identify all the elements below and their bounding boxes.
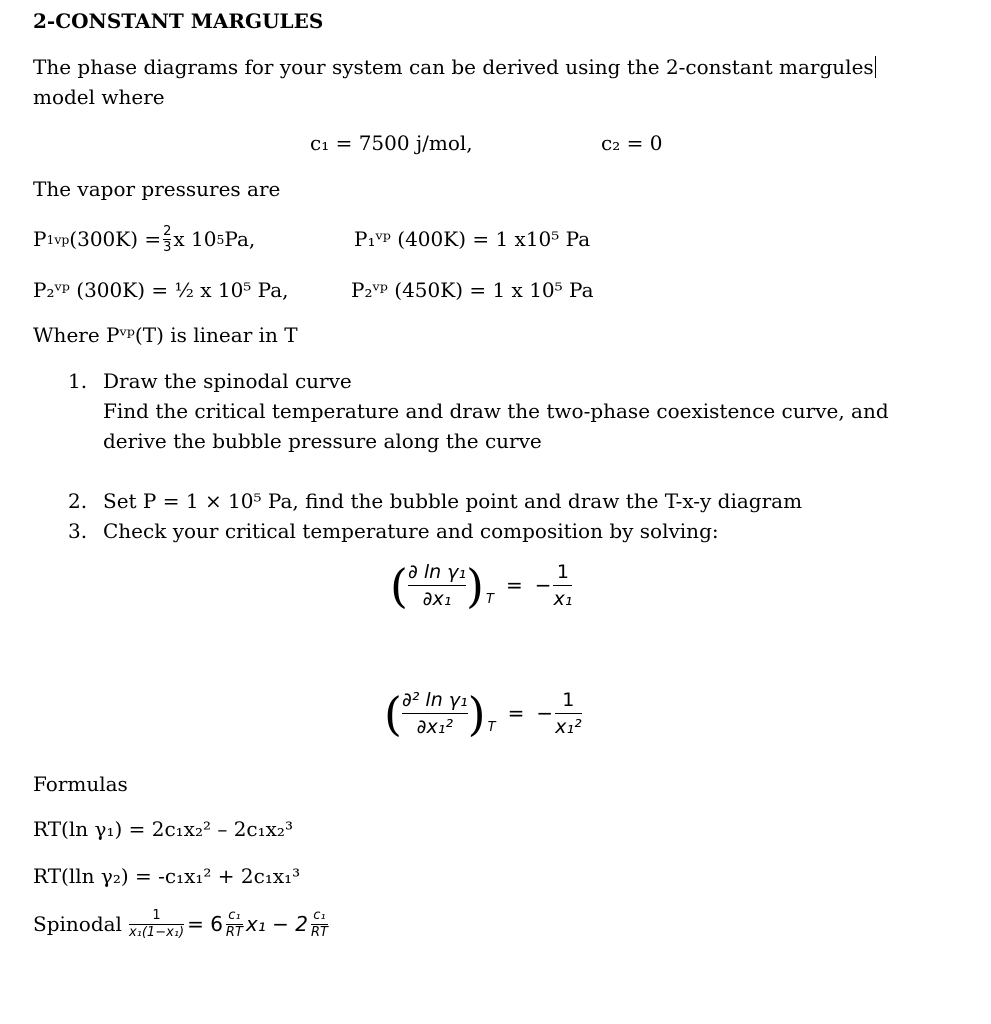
linear-note: Where Pᵛᵖ(T) is linear in T xyxy=(33,323,298,347)
vapor-p2-450: P₂ᵛᵖ (450K) = 1 x 10⁵ Pa xyxy=(351,278,594,302)
task-2-number: 2. xyxy=(68,489,88,513)
spinodal-lhs-fraction xyxy=(129,909,184,940)
constant-c2: c₂ = 0 xyxy=(601,131,663,155)
eq1-numerator: ∂ ln γ₁ xyxy=(407,561,467,583)
eq2-lhs-fraction xyxy=(402,689,468,738)
task-3-line-1: Check your critical temperature and composition by solving: xyxy=(103,519,719,543)
eq2-left-paren: ( xyxy=(384,686,402,741)
eq2-rhs-sign: − xyxy=(536,701,554,725)
eq1-rhs-fraction xyxy=(553,561,572,610)
eq1-rhs-denominator: x₁ xyxy=(553,588,573,610)
eq1-left-paren: ( xyxy=(390,558,408,613)
formulas-heading: Formulas xyxy=(33,772,128,796)
page-title: 2-CONSTANT MARGULES xyxy=(33,9,324,33)
spinodal-label: Spinodal xyxy=(33,912,122,936)
formula-spinodal xyxy=(33,909,331,940)
eq2-rhs-denominator: x₁² xyxy=(555,716,582,738)
eq1-subscript: T xyxy=(486,591,494,607)
spinodal-lhs-den: x₁(1−x₁) xyxy=(128,925,185,940)
eq2-denominator: ∂x₁² xyxy=(416,716,453,738)
task-1-number: 1. xyxy=(68,369,88,393)
task-2-line-1: Set P = 1 × 10⁵ Pa, find the bubble point and draw the T-x-y diagram xyxy=(103,489,803,513)
spinodal-c1-over-rt-2 xyxy=(311,909,328,940)
p1-300-arg: (300K) = xyxy=(69,227,162,251)
intro-text-1: The phase diagrams for your system can be derived using the 2-constant margules xyxy=(33,55,874,79)
eq1-equals: = xyxy=(505,573,523,597)
task-1-line-2: Find the critical temperature and draw the two-phase coexistence curve, and xyxy=(103,399,889,423)
task-1-line-1: Draw the spinodal curve xyxy=(103,369,352,393)
p1-300-unit: Pa, xyxy=(224,227,256,251)
spinodal-lhs-num: 1 xyxy=(152,908,161,923)
eq1-denominator: ∂x₁ xyxy=(422,588,452,610)
eq2-rhs-numerator: 1 xyxy=(562,689,575,711)
constant-c1: c₁ = 7500 j/mol, xyxy=(310,131,473,155)
formula-ln-gamma-2: RT(lln γ₂) = -c₁x₁² + 2c₁x₁³ xyxy=(33,864,301,888)
text-cursor xyxy=(875,56,876,78)
vapor-heading: The vapor pressures are xyxy=(33,177,281,201)
eq2-rhs-fraction xyxy=(555,689,581,738)
vapor-p1-400: P₁ᵛᵖ (400K) = 1 x10⁵ Pa xyxy=(354,227,591,251)
eq1-rhs-sign: − xyxy=(534,573,552,597)
spinodal-rt-b: RT xyxy=(310,925,328,940)
equation-2 xyxy=(384,686,582,741)
spinodal-c1-over-rt-1 xyxy=(226,909,243,940)
task-3-number: 3. xyxy=(68,519,88,543)
spinodal-rt-a: RT xyxy=(225,925,243,940)
eq2-right-paren: ) xyxy=(467,686,486,741)
spinodal-c1-b: c₁ xyxy=(313,908,326,923)
intro-line-2: model where xyxy=(33,85,165,109)
spinodal-equals-six: = 6 xyxy=(187,912,223,936)
eq2-numerator: ∂² ln γ₁ xyxy=(401,689,468,711)
fraction-two-thirds xyxy=(163,225,171,254)
equation-1 xyxy=(390,558,573,613)
eq2-equals: = xyxy=(507,701,525,725)
eq1-lhs-fraction xyxy=(408,561,466,610)
task-1-line-3: derive the bubble pressure along the curve xyxy=(103,429,542,453)
spinodal-c1-a: c₁ xyxy=(228,908,241,923)
intro-line-1 xyxy=(33,55,876,80)
p1-300-tail: x 10 xyxy=(173,227,217,251)
frac-den: 3 xyxy=(163,240,172,255)
vapor-p2-300: P₂ᵛᵖ (300K) = ½ x 10⁵ Pa, xyxy=(33,278,289,302)
spinodal-x1-minus-two: x₁ − 2 xyxy=(245,912,308,936)
p1-300-lead: P xyxy=(33,227,47,251)
frac-num: 2 xyxy=(163,224,172,239)
vapor-p1-300: P 1 vp (300K) = $\frac{2}{3}$ x 10 5 Pa, xyxy=(33,224,256,255)
formula-ln-gamma-1: RT(ln γ₁) = 2c₁x₂² – 2c₁x₂³ xyxy=(33,817,293,841)
eq1-right-paren: ) xyxy=(466,558,484,613)
eq2-subscript: T xyxy=(487,719,496,735)
eq1-rhs-numerator: 1 xyxy=(556,561,569,583)
